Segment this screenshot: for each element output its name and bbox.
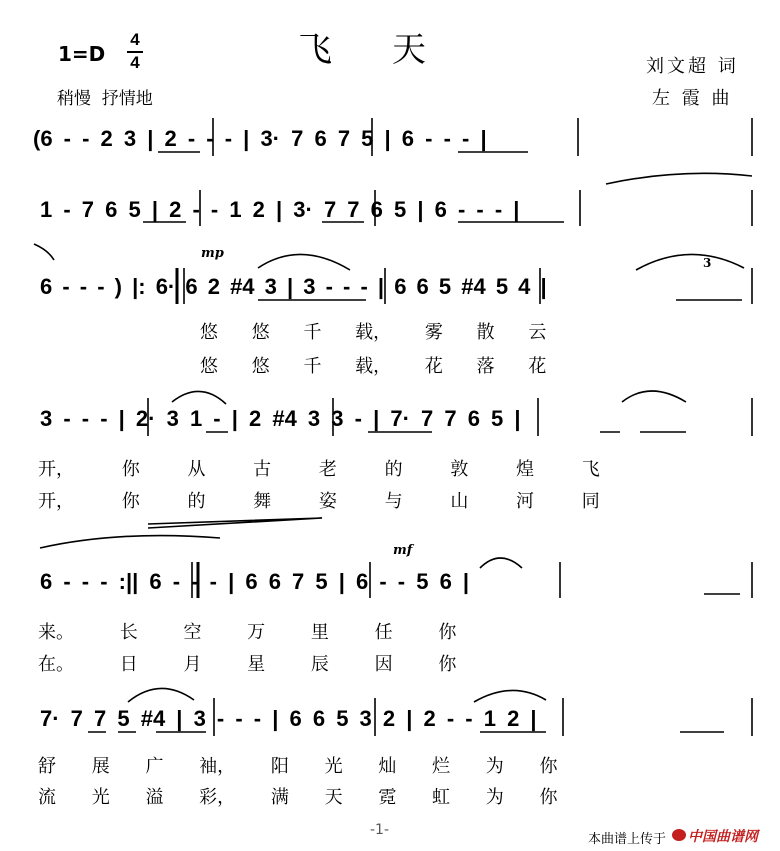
- system-3-dynamic: mp: [201, 246, 224, 261]
- site-logo: 中国曲谱网: [688, 829, 758, 845]
- system-3-lyric-verse-2: 悠 悠 千 载， 花 落 花: [200, 356, 547, 377]
- system-5-lyric-verse-1: 来。 长 空 万 里 任 你: [38, 622, 457, 643]
- key-signature: 1=D: [58, 42, 106, 66]
- system-1-notes: (6 - - 2 3 | 2 - - - | 3· 7 6 7 5 | 6 - - - |: [33, 126, 487, 151]
- page-title: 飞天: [298, 30, 486, 70]
- system-6-notes: 7· 7 7 5 #4 | 3 - - - | 6 6 5 3 2 | 2 - - 1 2 |: [40, 706, 537, 731]
- lyricist-credit: 刘文超 词: [646, 56, 739, 77]
- site-logo-icon: [672, 829, 686, 841]
- composer-credit: 左 霞 曲: [652, 88, 733, 109]
- system-3-lyric-verse-1: 悠 悠 千 载， 雾 散 云: [200, 322, 547, 343]
- tempo-marking: 稍慢 抒情地: [57, 89, 153, 109]
- system-5-lyric-verse-2: 在。 日 月 星 辰 因 你: [38, 654, 457, 675]
- system-3-notes: 6 - - - ) |: 6· 6 2 #4 3 | 3 - - - | 6 6 5 #4 5 4 |: [40, 274, 547, 299]
- system-4-lyric-verse-1: 开， 你 从 古 老 的 敦 煌 飞: [38, 459, 600, 480]
- system-6-lyric-verse-1: 舒 展 广 袖， 阳 光 灿 烂 为 你: [38, 756, 558, 777]
- system-5-notes: 6 - - - :|| 6 - - - | 6 6 7 5 | 6 - - 5 6 |: [40, 569, 470, 594]
- time-signature-top: 4: [130, 30, 140, 49]
- system-6-lyric-verse-2: 流 光 溢 彩， 满 天 霓 虹 为 你: [38, 787, 558, 808]
- system-4-notes: 3 - - - | 2· 3 1 - | 2 #4 3 3 - | 7· 7 7 6 5 |: [40, 406, 521, 431]
- system-2-notes: 1 - 7 6 5 | 2 - - 1 2 | 3· 7 7 6 5 | 6 - - - |: [40, 197, 520, 222]
- system-3-tuplet: 3: [703, 256, 712, 270]
- upload-note: 本曲谱上传于: [588, 832, 667, 847]
- page-number: -1-: [370, 822, 390, 838]
- system-5-dynamic: mf: [393, 543, 413, 558]
- time-signature-bottom: 4: [130, 53, 140, 72]
- system-4-lyric-verse-2: 开， 你 的 舞 姿 与 山 河 同: [38, 491, 600, 512]
